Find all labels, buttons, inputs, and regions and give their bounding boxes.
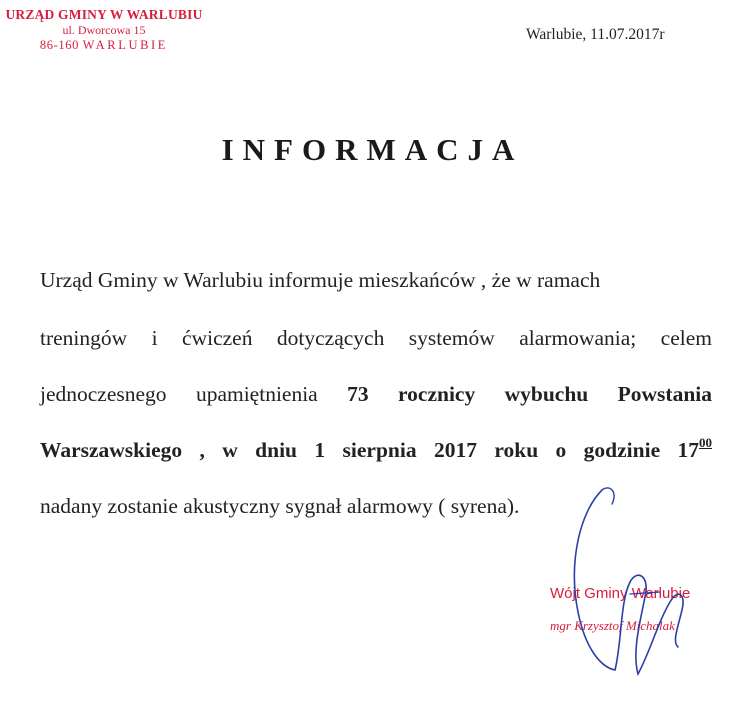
body-line-4 bbox=[40, 435, 712, 463]
body-line-1: Urząd Gminy w Warlubiu informuje mieszkańców , że w ramach bbox=[40, 268, 601, 292]
office-stamp bbox=[4, 6, 204, 53]
stamp-postal-line bbox=[4, 37, 204, 53]
document-date: Warlubie, 11.07.2017r bbox=[526, 26, 665, 43]
stamp-street: ul. Dworcowa 15 bbox=[62, 23, 146, 37]
handwritten-signature-icon bbox=[560, 482, 710, 682]
body-line-5: nadany zostanie akustyczny sygnał alarmowy ( syrena). bbox=[40, 494, 520, 518]
body-line-3 bbox=[40, 382, 712, 407]
stamp-office-name: URZĄD GMINY W WARLUBIU bbox=[5, 7, 203, 22]
signature-name: mgr Krzysztof Michalak bbox=[550, 618, 675, 633]
stamp-town: WARLUBIE bbox=[82, 38, 169, 52]
body-line-3-bold: 73 rocznicy wybuchu Powstania bbox=[347, 382, 713, 406]
document-title: INFORMACJA bbox=[221, 132, 524, 167]
signature-role: Wójt Gminy Warlubie bbox=[550, 585, 691, 602]
body-line-2: treningów i ćwiczeń dotyczących systemów alarmowania; celem bbox=[40, 326, 712, 350]
body-line-4-bold: Warszawskiego , w dniu 1 sierpnia 2017 roku o godzinie 17 bbox=[40, 438, 699, 462]
body-line-3-plain: jednoczesnego upamiętnienia bbox=[40, 382, 348, 406]
time-superscript: 00 bbox=[699, 435, 712, 450]
stamp-postal-code: 86-160 bbox=[39, 38, 79, 52]
